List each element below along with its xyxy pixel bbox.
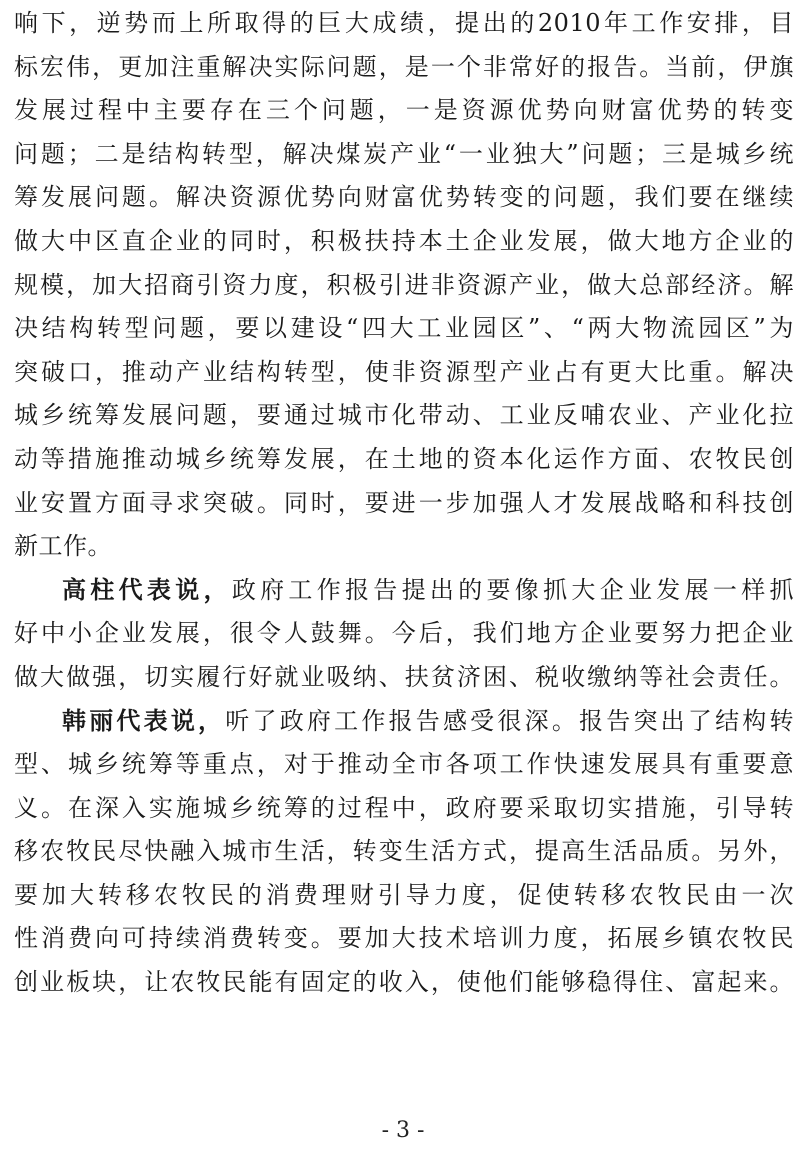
paragraph-first-line: [14, 700, 794, 744]
text-line: 要加大转移农牧民的消费理财引导力度，促使转移农牧民由一次: [14, 880, 794, 909]
body-text: [14, 2, 794, 1005]
text-line: 义。在深入实施城乡统筹的过程中，政府要采取切实措施，引导转: [14, 793, 794, 822]
speaker-name: 高柱代表说，: [62, 575, 232, 604]
text-line: 好中小企业发展，很令人鼓舞。今后，我们地方企业要努力把企业: [14, 619, 794, 648]
text-line: 问题；二是结构转型，解决煤炭产业“一业独大”问题；三是城乡统: [14, 139, 794, 168]
text-span: 政府工作报告提出的要像抓大企业发展一样抓: [231, 575, 794, 604]
text-line: 型、城乡统筹等重点，对于推动全市各项工作快速发展具有重要意: [14, 750, 794, 779]
text-line: 城乡统筹发展问题，要通过城市化带动、工业反哺农业、产业化拉: [14, 401, 794, 430]
text-line: 突破口，推动产业结构转型，使非资源型产业占有更大比重。解决: [14, 357, 794, 386]
text-line: 发展过程中主要存在三个问题，一是资源优势向财富优势的转变: [14, 96, 794, 125]
text-line: 筹发展问题。解决资源优势向财富优势转变的问题，我们要在继续: [14, 183, 794, 212]
text-span: 听了政府工作报告感受很深。报告突出了结构转: [225, 706, 794, 735]
text-line: 动等措施推动城乡统筹发展，在土地的资本化运作方面、农牧民创: [14, 444, 794, 473]
text-line: 标宏伟，更加注重解决实际问题，是一个非常好的报告。当前，伊旗: [14, 52, 794, 81]
text-line: 规模，加大招商引资力度，积极引进非资源产业，做大总部经济。解: [14, 270, 794, 299]
text-line: 业安置方面寻求突破。同时，要进一步加强人才发展战略和科技创: [14, 488, 794, 517]
text-line: 创业板块，让农牧民能有固定的收入，使他们能够稳得住、富起来。: [14, 968, 794, 997]
text-line: 响下，逆势而上所取得的巨大成绩，提出的2010年工作安排，目: [14, 9, 794, 37]
text-line: 做大做强，切实履行好就业吸纳、扶贫济困、税收缴纳等社会责任。: [14, 662, 794, 691]
speaker-name: 韩丽代表说，: [62, 706, 226, 735]
text-line: 移农牧民尽快融入城市生活，转变生活方式，提高生活品质。另外，: [14, 837, 794, 866]
text-line: 做大中区直企业的同时，积极扶持本土企业发展，做大地方企业的: [14, 226, 794, 255]
text-line: 新工作。: [14, 532, 112, 561]
text-line: 性消费向可持续消费转变。要加大技术培训力度，拓展乡镇农牧民: [14, 924, 794, 953]
text-line: 决结构转型问题，要以建设“四大工业园区”、“两大物流园区”为: [14, 314, 794, 343]
page-number: - 3 -: [381, 1118, 425, 1143]
paragraph-first-line: [14, 569, 794, 613]
